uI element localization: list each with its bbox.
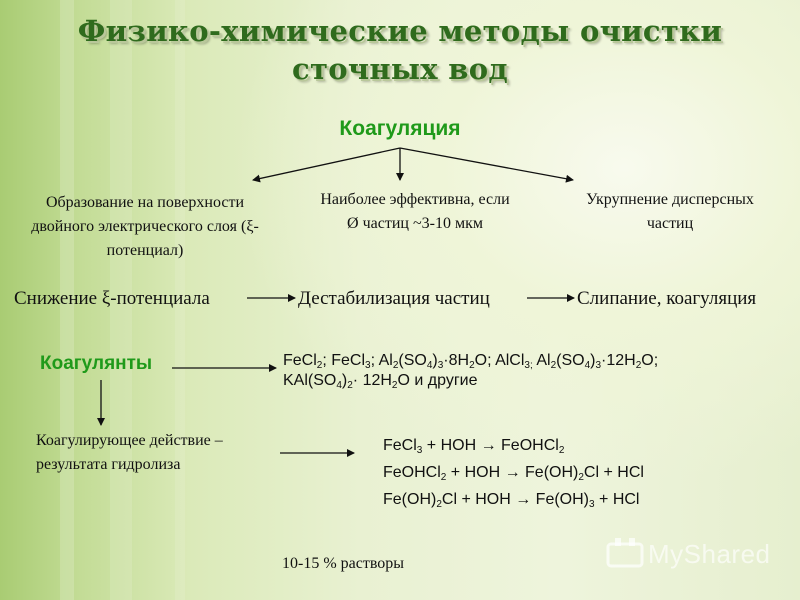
chain-step-2: Дестабилизация частиц bbox=[298, 288, 490, 309]
title-line-1: Физико-химические методы очистки bbox=[77, 14, 723, 48]
hydrolysis-reactions bbox=[383, 432, 644, 513]
reaction-2: FeOHCl$_2$ + HOH → $Fe(OH)_2Cl$ + HCl bbox=[383, 464, 644, 483]
coagulants-list-line-1: FeCl$_2$; FeCl$_3$; $Al_2(SO_4)_3\cdot 8H_2O$; AlCl$_{3;}$ $Al_2(SO_4)_3\cdot 12H_2O$; bbox=[283, 352, 659, 371]
watermark-text: MyShared bbox=[648, 538, 771, 569]
chain-step-1: Снижение ξ-потенциала bbox=[14, 288, 210, 309]
reaction-3: $Fe(OH)_2Cl$ + HOH → $Fe(OH)_3$ + HCl bbox=[383, 491, 640, 510]
coagulation-heading: Коагуляция bbox=[339, 117, 461, 140]
hydrolysis-label bbox=[36, 429, 223, 477]
branch-center bbox=[290, 188, 540, 236]
arrow-to-right-branch bbox=[400, 148, 573, 180]
coagulants-list bbox=[283, 351, 658, 391]
branch-left-line-1: Образование на поверхности bbox=[45, 194, 245, 211]
branch-center-line-1: Наиболее эффективна, если bbox=[320, 191, 510, 208]
title-line-2: сточных вод bbox=[292, 52, 508, 86]
hydrolysis-label-line-2: результата гидролиза bbox=[36, 456, 181, 473]
hydrolysis-label-line-1: Коагулирующее действие – bbox=[36, 432, 223, 449]
reaction-1: FeCl$_3$ + HOH → FeOHCl$_2$ bbox=[383, 437, 565, 456]
arrow-to-left-branch bbox=[253, 148, 400, 180]
coagulants-label: Коагулянты bbox=[40, 353, 153, 374]
watermark-icon bbox=[606, 536, 644, 572]
solutions-note: 10-15 % растворы bbox=[282, 555, 405, 572]
branch-center-line-2: Ø частиц ~3-10 мкм bbox=[347, 215, 483, 232]
branch-left-line-2: двойного электрического слоя (ξ- bbox=[31, 218, 259, 235]
chain-step-3: Слипание, коагуляция bbox=[577, 288, 757, 309]
branch-left bbox=[0, 191, 290, 263]
branch-right-line-1: Укрупнение дисперсных bbox=[586, 191, 754, 208]
branch-left-line-3: потенциал) bbox=[106, 242, 184, 259]
watermark bbox=[606, 536, 771, 572]
branch-right bbox=[550, 188, 790, 236]
coagulants-list-line-2: $KAl(SO_4)_2\cdot 12H_2O$ и другие bbox=[283, 372, 478, 391]
branch-right-line-2: частиц bbox=[646, 215, 694, 232]
